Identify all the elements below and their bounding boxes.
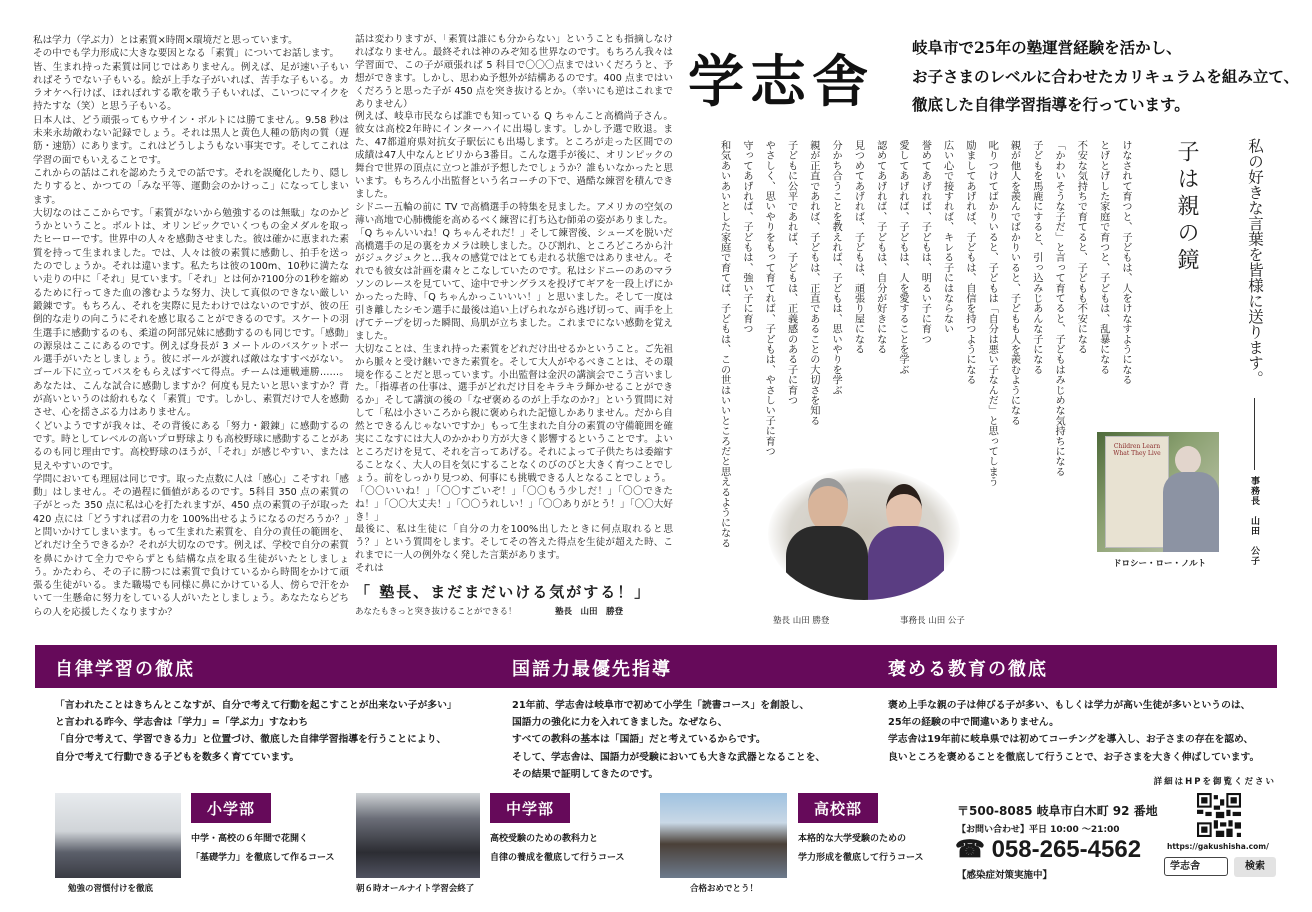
text-line: 21年前、学志舎は岐阜市で初めて小学生「読書コース」を創設し、 [512,700,810,711]
person-face [808,478,848,532]
text-line: 「自分で考えて、学習できる力」と位置づけ、徹底した自律学習指導を行うことにより、 [55,734,447,746]
closing-row [355,604,673,620]
poem-line: けなされて育つと、子どもは、人をけなすようになる [1120,140,1131,385]
signature: 塾長 山田 勝登 [554,607,623,618]
poem-line: 認めてあげれば、子どもは、自分が好きになる [874,140,886,355]
department-text [191,830,335,868]
text-line: 学志舎は19年前に岐阜県では初めてコーチングを導入し、お子さまの存在を認め、 [888,734,1254,746]
person-body [868,526,944,600]
celebration-photo [660,793,787,878]
essay-column-1 [33,34,349,626]
staff-caption-right: 事務長 山田 公子 [900,616,965,626]
text-line: 「言われたことはきちんとこなすが、自分で考えて行動を起こすことが出来ない子が多い」 [55,700,457,711]
department-label: 高校部 [798,793,878,823]
tagline-line: 岐阜市で25年の塾運営経験を活かし、 [912,38,1182,57]
address: 〒500-8085 岐阜市白木町 92 番地 [957,804,1158,818]
poem-line: 見つめてあげれば、子どもは、頑張り屋になる [852,140,864,355]
phone[interactable] [955,836,1141,864]
paragraph: 「〇〇いいね！」「〇〇すごいぞ！」「〇〇もう少しだ！」「〇〇できたね！」「〇〇大丈夫！」「〇〇うれしい！」「〇〇ありがとう！」「〇〇大好き！」 [355,485,673,523]
text-line: 国語力の強化に力を入れてきました。なぜなら、 [512,717,728,729]
paragraph: 皆、生まれ持った素質は同じではありません。例えば、足が速い子もいればそうでない子もいる。絵が上手な子がいれば、苦手な子もいる。カラオケへ行けば、ほれぼれする歌を歌う子もいれば、こいつにマイクを持たすな（笑）と思う子もいる。 [33,61,349,113]
paragraph: くどいようですが我々は、その背後にある「努力・鍛錬」に感動するのです。時としてレベルの高いプロ野球よりも高校野球に感動することがあるのも同じ理由です。高校野球のほうが、「それ」が感じやすい、または見えやすいのです。 [33,420,349,472]
text-line: 25年の経験の中で間違いありません。 [888,717,1059,729]
poem-intro: 私の好きな言葉を皆様に送ります。 [1246,138,1264,386]
author-caption: ドロシー・ロー・ノルト [1113,559,1207,569]
paragraph: 話は変わりますが、「素質は誰にも分からない」ということも指摘しなければなりません。最終それは神のみぞ知る世界なのです。もちろん我々は学習面で、この子が頑張れば 5 科目で〇〇〇点まではいくだろうと、予想ができます。しかし、思わぬ予想外が結構あるのです。400 点まではいくだろうと思った子が 450 点を突き抜けるとか。（幸いにも逆はこれまでありません） [355,34,673,110]
author-photo [1097,432,1219,552]
poster [1105,436,1169,548]
website-url[interactable]: https://gakushisha.com/ [1167,842,1269,851]
poem-line: 叱りつけてばかりいると、子どもは「自分は悪い子なんだ」と思ってしまう [986,140,998,487]
text-line: その結果で証明してきたのです。 [512,768,659,780]
department-label: 小学部 [191,793,271,823]
department-label: 中学部 [490,793,570,823]
poem-line: 「かわいそうな子だ」と言って育てると、子どもはみじめな気持ちになる [1053,140,1065,477]
divider [1254,398,1255,470]
poem-line: 守ってあげれば、子どもは、強い子に育つ [740,140,752,334]
person-face [1175,446,1201,474]
person-body [786,526,868,600]
text-line: すべての教科の基本は「国語」だと考えているからです。 [512,734,766,746]
staff-photo [768,468,960,600]
poem-line: やさしく、思いやりをもって育てれば、子どもは、やさしい子に育つ [763,140,775,457]
notice: 【感染症対策実施中】 [957,870,1053,881]
text-line: 本格的な大学受験のための [798,834,907,844]
poem-line: 愛してあげれば、子どもは、人を愛することを学ぶ [897,140,909,375]
text-line: 褒め上手な親の子は伸びる子が多い、もしくは学力が高い生徒が多いというのは、 [888,700,1251,711]
department-text [490,830,625,868]
poem-title: 子は親の鏡 [1174,140,1199,275]
closing-line: あなたもきっと突き抜けることができる！ [355,607,517,618]
paragraph: それは [355,563,384,575]
paragraph: 例えば、岐阜市民ならば誰でも知っている Q ちゃんこと高橋尚子さん。彼女は高校2年時にインターハイに出場します。しかし予選で敗退。また、47都道府県対抗女子駅伝にも出場します。ところが走った区間での成績は47人中なんとビリから3番目。こんな選手が後に、オリンピックの舞台で世界の頂点に立つと誰が予想したでしょうか？誰もいなかったと思います。もちろん小出監督という名コーチの下で、過酷な練習を積んできました。 [355,111,673,200]
poem-line: とげとげした家庭で育つと、子どもは、乱暴になる [1097,140,1109,375]
text-line: 「基礎学力」を徹底して作るコース [191,853,335,863]
poem-line: 親が他人を羨んでばかりいると、子どもも人を羨むようになる [1008,140,1020,426]
poem-line: 子どもに公平であれば、子どもは、正義感のある子に育つ [785,140,797,406]
staff-caption-left: 塾長 山田 勝登 [773,616,830,626]
highlight-quote: 「 塾長、まだまだいける気がする！」 [355,583,652,602]
text-line: そして、学志舎は、国語力が受験においても大きな武器となることを、 [512,751,826,763]
poster-title: Children Learn What They Live [1113,443,1161,457]
poem-line: 不安な気持ちで育てると、子どもも不安になる [1075,140,1087,355]
paragraph: その中でも学力形成に大きな要因となる「素質」についてお話します。 [33,48,340,60]
qr-code-icon[interactable] [1197,793,1241,837]
essay-column-2 [355,34,673,626]
paragraph: 最後に、私は生徒に「自分の力を100%出したときに何点取れると思う？」という質問をします。そしてその答えた得点を生徒が超えた時、これまでに一人の例外なく発した言葉があります。 [355,524,673,562]
pillar-text [55,697,457,766]
poem-line: 親が正直であれば、子どもは、正直であることの大切さを知る [807,140,819,426]
poem-line: 励ましてあげれば、子どもは、自信を持つようになる [963,140,975,385]
text-line: 学力形成を徹底して行うコース [798,853,924,863]
paragraph: シドニー五輪の前に TV で高橋選手の特集を見ました。アメリカの空気の薄い高地で心肺機能を高めるべく練習に打ち込む師弟の姿がありました。「Q ちゃんいいね！Q ちゃんそれだ！」そして練習後、シューズを脱いだ高橋選手の足の裏をカメラは映しました。ひび割れ、ところどころから汁がジュクジュクと…我々の感覚ではとても走れる状態ではありません。それでも彼女は計画を粛々とこなしていたのです。私はシドニーのあのマラソンのレースを見ていて、途中でサングラスを投げてギアを一段上げにかかったった時、「Q ちゃんかっこいいい！」と思いました。そして一度は引き離したシモン選手に最後は追い上げられながら逃げ切って、両手を上げてテープを切った瞬間、鳥肌が立ちました。これまでにない感動を覚えました。 [355,201,673,342]
paragraph: 大切なことは、生まれ持った素質をどれだけ出せるかということ。ご先祖から脈々と受け継いできた素質を。そして大人がやるべきことは、その環境を作ることだと思っています。小出監督は金沢の講演会でこう言いました。「指導者の仕事は、選手がどれだけ目をキラキラ輝かせることができるか」そして講演の後の「なぜ褒めるのが上手なのか?」という質問に対して「私は小さいころから親に褒められた記憶しかありません。だから自然とできるんじゃないですか」もって生まれた自分の素質の守備範囲を確実にこなすには大人のかかわり方が大きく影響するということです。よいところだけを見て、それを言ってあげる。それによって子供たちは委縮することなく、大人の目を気にすることなくのびのびと大きく育つことでしょう。前をしっかり見つめ、何事にも挑戦できる人となることでしょう。 [355,343,673,484]
paragraph: 学問においても理屈は同じです。取った点数に人は「感心」こそすれ「感動」はしません。その過程に価値があるのです。5科目 350 点の素質の子がとった 350 点に私は心を打たれますが、450 点の素質の子が取った 420 点には「どうすれば君の力を 100%出せるようになるのだろうか？」と問いかけてしまいます。もって生まれた素質を、自分の責任の範囲を、どれだけ全うできるか？それが大切なのです。例えば、学校で自分の素質を鼻にかけて全力でやらずとも結構な点を取る生徒がいたとしましょう。かたわら、その子に勝つには素質で負けているから時間をかけて頑張る生徒がいる。また職場でも同様に鼻にかけている人、傍らで汗をかいて一生懸命に努力をしている人がいたとしましょう。あなたならどちらの人を応援したくなりますか？ [33,473,349,618]
paragraph: 日本人は、どう頑張ってもウサイン・ボルトには勝てません。9.58 秒は未来永劫敵わない記録でしょう。それは黒人と黄色人種の筋肉の質（遅筋・速筋）にあります。これはどうしようもない事実です。そしてこれは学習の面でもいえることです。 [33,114,349,166]
poem-line: 分かち合うことを教えれば、子どもは、思いやりを学ぶ [830,140,842,395]
text-line: 自律の養成を徹底して行うコース [490,853,625,863]
phone-icon: ☎ [955,836,985,863]
text-line: と言われる昨今、学志舎は「学力」=「学ぶ力」すなわち [55,717,309,729]
paragraph: 私は学力（学ぶ力）とは素質×時間×環境だと思っています。 [33,35,298,46]
pillar-text [512,697,825,783]
poem-line: 広い心で接すれば、キレる子にはならない [941,140,953,334]
text-line: 自分で考えて行動できる子どもを数多く育てています。 [55,751,300,763]
tagline-line: お子さまのレベルに合わせたカリキュラムを組み立て、 [912,66,1300,86]
text-line: 中学・高校の６年間で花開く [191,834,309,844]
classroom-photo [55,793,181,878]
poem-line: 子どもを馬鹿にすると、引っ込みじあんな子になる [1030,140,1042,375]
study-group-photo [356,793,480,878]
text-line: 良いところを褒めることを徹底して行うことで、お子さまを大きく伸ばしています。 [888,751,1260,763]
phone-number: 058-265-4562 [991,836,1142,863]
hours: 【お問い合わせ】平日 10:00 ～21:00 [957,825,1120,835]
photo-caption: 朝６時オールナイト学習会終了 [356,884,475,894]
search-input[interactable]: 学志舎 [1164,857,1228,876]
person-body [1163,472,1219,552]
pillar-text [888,697,1259,766]
poem-intro-signature: 事務長 山田 公子 [1249,476,1259,566]
text-line: 高校受験のための教科力と [490,834,599,844]
pillar-title: 褒める教育の徹底 [888,659,1048,680]
photo-caption: 合格おめでとう！ [690,884,759,894]
poem-line: 和気あいあいとした家庭で育てば、子どもは、この世はいいところだと思えるようになる [718,140,730,548]
tagline-line: 徹底した自律学習指導を行っています。 [912,95,1190,114]
hp-note: 詳細はHPを御覧ください [1153,777,1276,787]
poem-line: 誉めてあげれば、子どもは、明るい子に育つ [919,140,931,344]
logo: 学志舎 [688,49,874,115]
pillar-title: 自律学習の徹底 [55,659,195,680]
photo-caption: 勉強の習慣付けを徹底 [68,884,154,894]
department-text [798,830,924,868]
pillar-title: 国語力最優先指導 [512,659,672,680]
tagline [912,34,1299,120]
paragraph: 大切なのはここからです。「素質がないから勉強するのは無駄」なのかどうかということ。ボルトは、オリンピックでいくつもの金メダルを取ったヒーローです。世界中の人々を感動させました。彼は確かに恵まれた素質を持って生まれました。では、人々は彼の素質に感動し、拍手を送ったのでしょうか。それは違います。私たちは彼の100m、10秒に満たない走りの中に「それ」見ています。「それ」とは何か?100分の1秒を縮めるために行ってきた血の滲むような努力、決して真似のできない厳しい鍛錬です。もちろん、それを実際に見たわけではないのですが、彼の圧倒的な走りの向こうにそれを感じ取ることができるのです。スケートの羽生選手に感動するのも、柔道の阿部兄妹に感動するのも同じです。「感動」の源泉はここにあるのです。例えば身長が 3 メートルのバスケットボール選手がいたとしましょう。彼にボールが渡れば敵はなすすべがない。ゴール下に立ってパスをもらえばすべて得点。チームは連戦連勝……。あなたは、こんな試合に感動しますか？何度も見たいと思いますか？背が高いというのは紛れもなく「素質」です。しかし、素質だけで人を感動させ、心を揺さぶる力はありません。 [33,207,349,419]
paragraph: これからの話はこれを認めたうえでの話です。それを誤魔化したり、隠したりすると、かつての「みな平等、運動会のかけっこ」になってしまいます。 [33,167,349,206]
search-button[interactable]: 検索 [1234,857,1276,877]
